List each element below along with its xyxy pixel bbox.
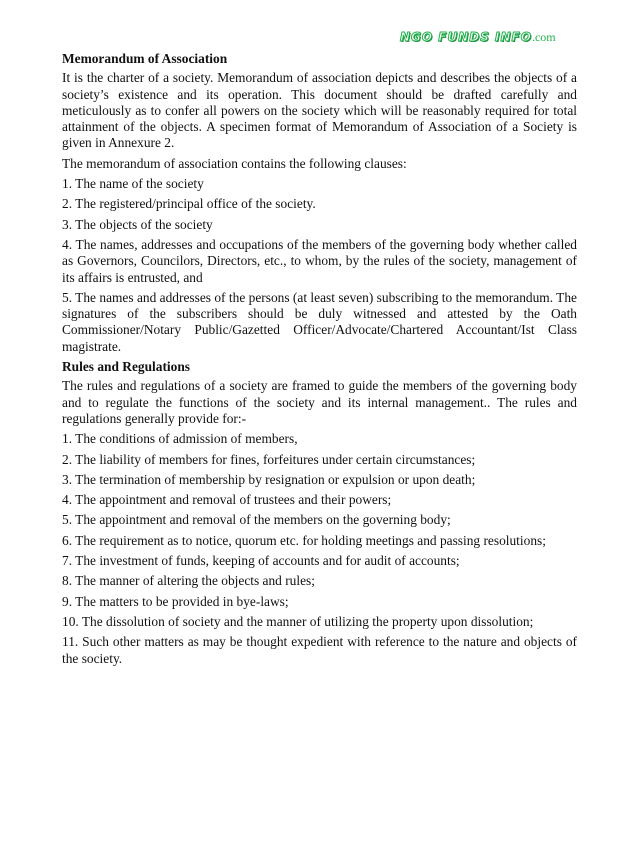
- clause-item: 5. The names and addresses of the persons (at least seven) subscribing to the memorandum. The signatures of the subscribers should be duly witnessed and attested by the Oath Commissioner/Notary Public/Gazetted Officer/Advocate/Chartered Accountant/Ist Class magistrate.: [62, 289, 577, 354]
- rules-item: 10. The dissolution of society and the manner of utilizing the property upon dissolution;: [62, 613, 534, 629]
- memorandum-intro-paragraph: It is the charter of a society. Memorandum of association depicts and describes the objects of a society’s existence and its operation. This document should be drafted carefully and meticulously as to confer all powers on the society which will be reasonably required for total attainment of the objects. A specimen format of Memorandum of Association of a Society is given in Annexure 2.: [62, 70, 577, 151]
- clause-item: 4. The names, addresses and occupations of the members of the governing body whether called as Governors, Councilors, Directors, etc., to whom, by the rules of the society, management of its affairs is entrusted, and: [62, 236, 577, 285]
- rules-item: 6. The requirement as to notice, quorum etc. for holding meetings and passing resolutions;: [62, 532, 546, 548]
- rules-item: 3. The termination of membership by resignation or expulsion or upon death;: [62, 471, 476, 487]
- rules-item: 9. The matters to be provided in bye-laws;: [62, 593, 289, 609]
- rules-item: 5. The appointment and removal of the members on the governing body;: [62, 512, 451, 528]
- rules-item: 7. The investment of funds, keeping of accounts and for audit of accounts;: [62, 553, 460, 569]
- rules-item: 8. The manner of altering the objects and rules;: [62, 573, 315, 589]
- site-watermark: [400, 30, 556, 45]
- rules-item: 2. The liability of members for fines, forfeitures under certain circumstances;: [62, 451, 476, 467]
- rules-item: 11. Such other matters as may be thought expedient with reference to the nature and objects of the society.: [62, 634, 577, 666]
- section-heading-rules: Rules and Regulations: [62, 359, 190, 375]
- section-heading-memorandum: Memorandum of Association: [62, 51, 228, 66]
- rules-item: 4. The appointment and removal of trustees and their powers;: [62, 492, 392, 508]
- clause-item: 3. The objects of the society: [62, 216, 213, 232]
- rules-intro-paragraph: The rules and regulations of a society are framed to guide the members of the governing body and to regulate the functions of the society and its internal management.. The rules and regulations generally provide for:-: [62, 378, 577, 426]
- clauses-intro: The memorandum of association contains the following clauses:: [62, 155, 407, 171]
- clause-item: 1. The name of the society: [62, 176, 204, 192]
- site-domain-suffix: .com: [531, 30, 556, 44]
- site-logo-text: NGO FUNDS INFO: [400, 30, 532, 44]
- document-body: [62, 51, 577, 671]
- clause-item: 2. The registered/principal office of the society.: [62, 196, 316, 212]
- rules-item: 1. The conditions of admission of members,: [62, 431, 298, 447]
